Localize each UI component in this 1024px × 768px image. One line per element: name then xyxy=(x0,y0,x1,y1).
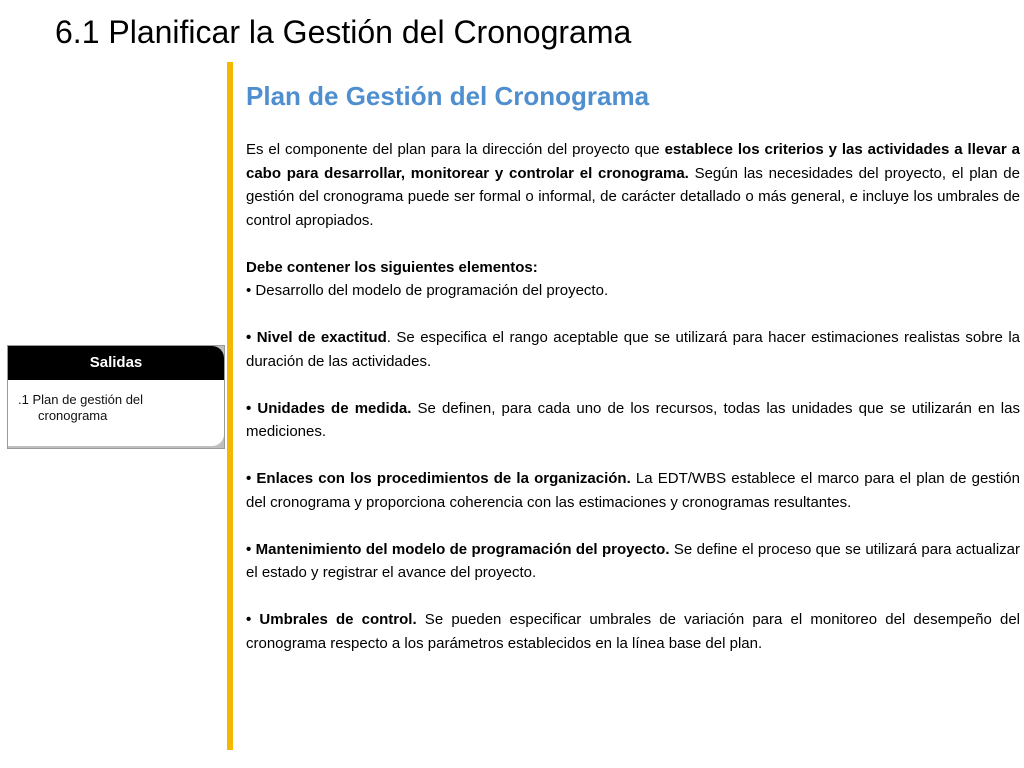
elements-heading xyxy=(246,256,1020,280)
bullet-text: Se definen, para cada uno de los recursos, todas las unidades que se utilizarán en las mediciones. xyxy=(246,399,1020,440)
intro-bold-text: establece los criterios y las actividades a llevar a cabo para desarrollar, monitorear y controlar el cronograma. xyxy=(246,141,1020,182)
bullet-text: La EDT/WBS establece el marco para el plan de gestión del cronograma y proporciona coherencia con las estimaciones y cronogramas resultantes. xyxy=(246,470,1020,511)
bullet-bold: • Mantenimiento del modelo de programación del proyecto. xyxy=(246,540,670,558)
bullet-bold: • Unidades de medida. xyxy=(246,399,412,417)
intro-text: Es el componente del plan para la dirección del proyecto que xyxy=(246,141,665,158)
bullet-item xyxy=(246,397,1020,444)
outputs-body xyxy=(8,380,224,446)
bullet-bold: • Nivel de exactitud xyxy=(246,329,387,346)
intro-rest-text: Según las necesidades del proyecto, el plan de gestión del cronograma puede ser formal o informal, de carácter detallado o más general, e incluye los umbrales de control apropiados. xyxy=(246,164,1020,229)
bullet-text: Se define el proceso que se utilizará para actualizar el estado y registrar el avance del proyecto. xyxy=(246,540,1020,581)
bullet-item xyxy=(246,326,1020,373)
bullet-item: • Desarrollo del modelo de programación del proyecto. xyxy=(246,282,609,299)
bullet-text: . Se especifica el rango aceptable que se utilizará para hacer estimaciones realistas sobre la duración de las actividades. xyxy=(246,329,1020,370)
bullet-item xyxy=(246,608,1020,655)
intro-paragraph xyxy=(246,138,1020,232)
accent-bar xyxy=(227,62,233,750)
content-subtitle: Plan de Gestión del Cronograma xyxy=(246,81,650,111)
outputs-box xyxy=(7,345,225,449)
elements-heading-text: Debe contener los siguientes elementos: xyxy=(246,258,538,276)
slide-title: 6.1 Planificar la Gestión del Cronograma xyxy=(55,14,632,50)
bullet-item xyxy=(246,538,1020,585)
bullet-item xyxy=(246,467,1020,514)
content-area xyxy=(246,78,1020,655)
outputs-item-line2: cronograma xyxy=(38,408,108,423)
bullet-text: Se pueden especificar umbrales de variación para el monitoreo del desempeño del cronograma respecto a los parámetros establecidos en la línea base del plan. xyxy=(246,611,1021,652)
bullet-bold: • Umbrales de control. xyxy=(246,611,417,628)
outputs-header: Salidas xyxy=(8,346,224,380)
outputs-item-line1: .1 Plan de gestión del xyxy=(18,392,144,407)
bullet-bold: • Enlaces con los procedimientos de la organización. xyxy=(246,470,631,487)
